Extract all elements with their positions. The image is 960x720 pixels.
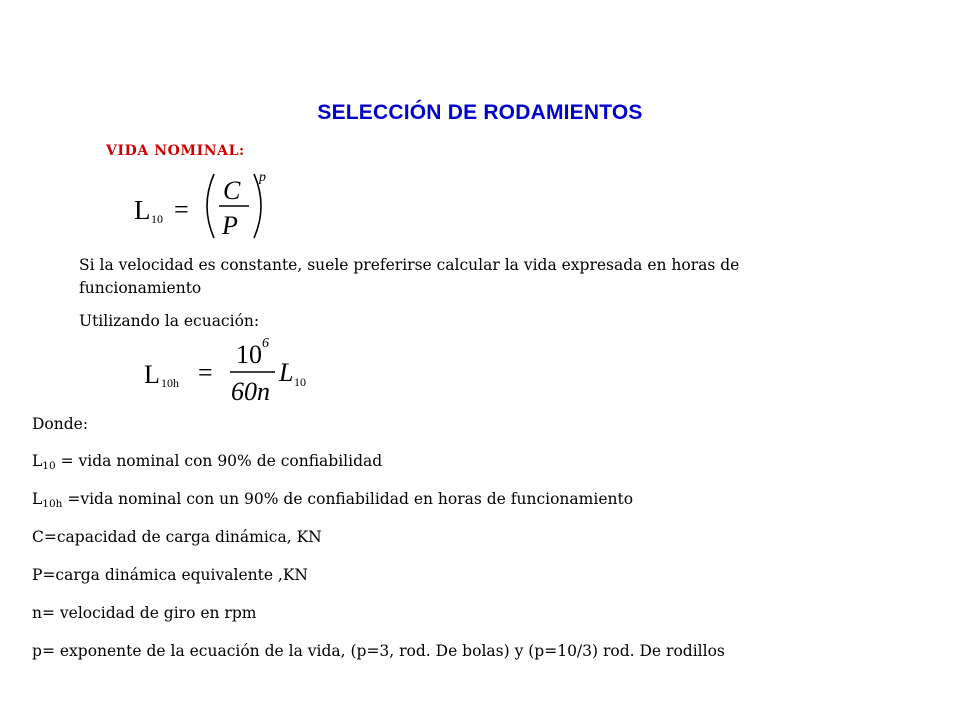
eq2-rhs-sub: 10 — [294, 375, 306, 389]
definition-text: = exponente de la ecuación de la vida, (p=3, rod. De bolas) y (p=10/3) rod. De rodillos — [41, 642, 725, 660]
donde-label: Donde: — [32, 415, 89, 433]
eq1-left-paren — [207, 174, 214, 238]
eq1-equals: = — [174, 195, 189, 224]
eq2-rhs: L — [279, 358, 294, 387]
definition-n — [32, 604, 256, 622]
eq2-numerator: 10 — [236, 340, 262, 369]
eq2-lhs-sub: 10h — [161, 376, 179, 390]
eq1-denominator: P — [222, 211, 238, 240]
life-equation — [130, 168, 290, 244]
eq1-lhs: L — [134, 195, 151, 225]
definition-text: =vida nominal con un 90% de confiabilidad en horas de funcionamiento — [62, 490, 634, 508]
life-hours-equation — [142, 336, 322, 408]
definition-c — [32, 528, 322, 546]
definition-symbol: n — [32, 604, 42, 622]
eq2-denominator: 60n — [231, 377, 270, 406]
eq2-equals: = — [198, 358, 213, 387]
definition-text: =capacidad de carga dinámica, KN — [43, 528, 322, 546]
definition-p — [32, 566, 308, 584]
definition-symbol: L — [32, 452, 43, 470]
eq1-lhs-sub: 10 — [151, 212, 163, 226]
section-subtitle: VIDA NOMINAL: — [106, 143, 245, 159]
paragraph-velocity: Si la velocidad es constante, suele preferirse calcular la vida expresada en horas de funcionamiento — [79, 256, 740, 297]
paragraph-equation-intro: Utilizando la ecuación: — [79, 312, 260, 330]
eq1-numerator: C — [223, 176, 241, 205]
eq2-numerator-exp: 6 — [262, 336, 269, 351]
definition-symbol: p — [32, 642, 42, 660]
definition-text: =carga dinámica equivalente ,KN — [42, 566, 308, 584]
definition-exponent — [32, 642, 725, 660]
definition-text: = vida nominal con 90% de confiabilidad — [55, 452, 383, 470]
definition-l10h — [32, 490, 633, 510]
definition-subscript: 10h — [42, 498, 63, 510]
eq2-lhs: L — [144, 360, 160, 389]
definition-symbol: P — [32, 566, 43, 584]
definition-symbol: L — [32, 490, 43, 508]
definition-symbol: C — [32, 528, 44, 546]
definition-l10 — [32, 452, 382, 472]
page-title: SELECCIÓN DE RODAMIENTOS — [317, 101, 643, 124]
eq1-exponent: p — [259, 170, 266, 185]
definition-text: = velocidad de giro en rpm — [41, 604, 257, 622]
definition-subscript: 10 — [42, 460, 56, 472]
